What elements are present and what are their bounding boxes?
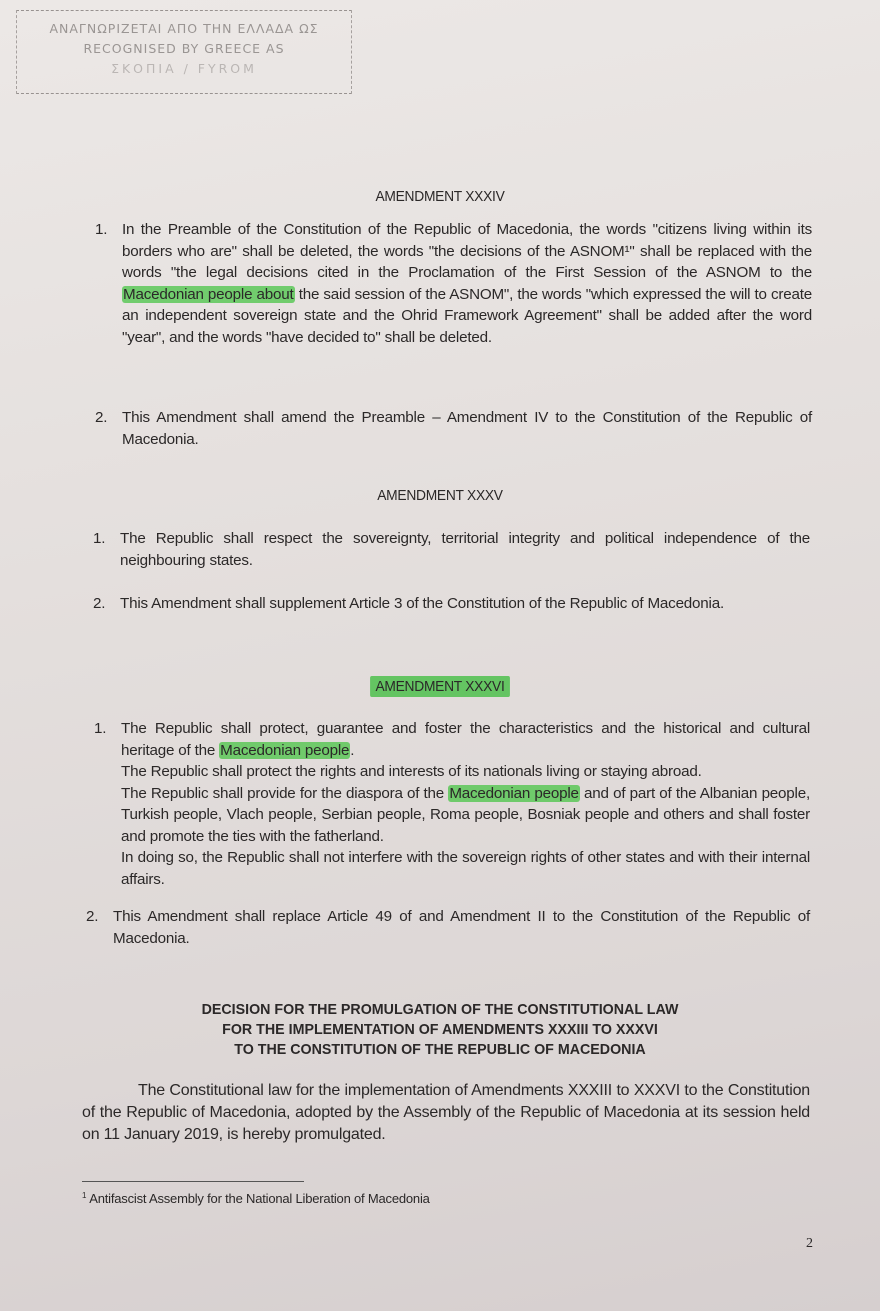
amendment-36-heading xyxy=(35,678,845,695)
paragraph-diaspora: The Republic shall provide for the diaspora of the Macedonian people and of part of the Albanian people, Turkish people, Vlach people, Serbian people, Roma people, Bosniak people and others and shall foster and promote the ties with the fatherland. xyxy=(121,784,810,845)
highlighted-text: Macedonian people xyxy=(449,784,579,802)
item-number: 2. xyxy=(95,409,108,426)
amendment-36-item-2: 2. This Amendment shall replace Article 49 of and Amendment II to the Constitution of the Republic of Macedonia. xyxy=(86,908,810,947)
stamp-line-english: RECOGNISED BY GREECE AS xyxy=(83,41,285,56)
amendment-34-item-1: 1. In the Preamble of the Constitution of the Republic of Macedonia, the words "citizens living within its borders who are" shall be deleted, the words "the decisions of the ASNOM¹" shall be replaced with the words "the legal decisions cited in the Proclamation of the First Session of the ASNOM to the Macedonian people about the said session of the ASNOM", the words "which expressed the will to create an independent sovereign state and the Ohrid Framework Agreement" shall be added after the word "year", and the words "have decided to" shall be deleted. xyxy=(95,221,812,346)
item-number: 1. xyxy=(93,530,106,547)
recognition-stamp xyxy=(16,10,352,94)
item-number: 1. xyxy=(94,720,107,737)
amendment-34-item-2: 2. This Amendment shall amend the Preamble – Amendment IV to the Constitution of the Republic of Macedonia. xyxy=(95,409,812,448)
amendment-35-item-2: 2. This Amendment shall supplement Article 3 of the Constitution of the Republic of Macedonia. xyxy=(120,593,810,615)
footnote: $^1$ Antifascist Assembly for the National Liberation of Macedonia xyxy=(82,1191,430,1206)
item-number: 2. xyxy=(93,595,106,612)
footnote-divider xyxy=(82,1181,304,1182)
stamp-line-greek: ΑΝΑΓΝΩΡΙΖΕΤΑΙ ΑΠΟ ΤΗΝ ΕΛΛΑΔΑ ΩΣ xyxy=(49,21,319,36)
decision-body: The Constitutional law for the implementation of Amendments XXXIII to XXXVI to the Constitution of the Republic of Macedonia, adopted by the Assembly of the Republic of Macedonia at its session held on 11 January 2019, is hereby promulgated. xyxy=(82,1082,810,1143)
footnote-marker: 1 xyxy=(82,1191,87,1200)
item-number: 1. xyxy=(95,221,108,238)
amendment-34-heading: AMENDMENT XXXIV xyxy=(375,188,505,205)
amendment-35-item-1: 1. The Republic shall respect the sovereignty, territorial integrity and political independence of the neighbouring states. xyxy=(93,530,810,569)
paragraph-nationals: The Republic shall protect the rights and interests of its nationals living or staying abroad. xyxy=(121,763,702,780)
highlighted-heading: AMENDMENT XXXVI xyxy=(370,676,510,697)
paragraph-non-interference: In doing so, the Republic shall not interfere with the sovereign rights of other states and with their internal affairs. xyxy=(121,849,810,888)
stamp-line-name: ΣΚΟΠΙΑ / FYROM xyxy=(111,61,257,76)
page-number: 2 xyxy=(806,1236,813,1251)
highlighted-text: Macedonian people xyxy=(220,741,350,759)
amendment-35-heading: AMENDMENT XXXV xyxy=(377,487,503,504)
decision-title: DECISION FOR THE PROMULGATION OF THE CONSTITUTIONAL LAW FOR THE IMPLEMENTATION OF AMENDMENTS XXXIII TO XXXVI TO THE CONSTITUTION OF THE REPUBLIC OF MACEDONIA xyxy=(201,1001,679,1058)
amendment-36-item-1 xyxy=(94,718,810,890)
highlighted-text: Macedonian people about xyxy=(123,285,294,303)
item-number: 2. xyxy=(86,908,99,925)
paragraph-heritage: The Republic shall protect, guarantee and foster the characteristics and the historical and cultural heritage of the Macedonian people. xyxy=(121,720,810,759)
